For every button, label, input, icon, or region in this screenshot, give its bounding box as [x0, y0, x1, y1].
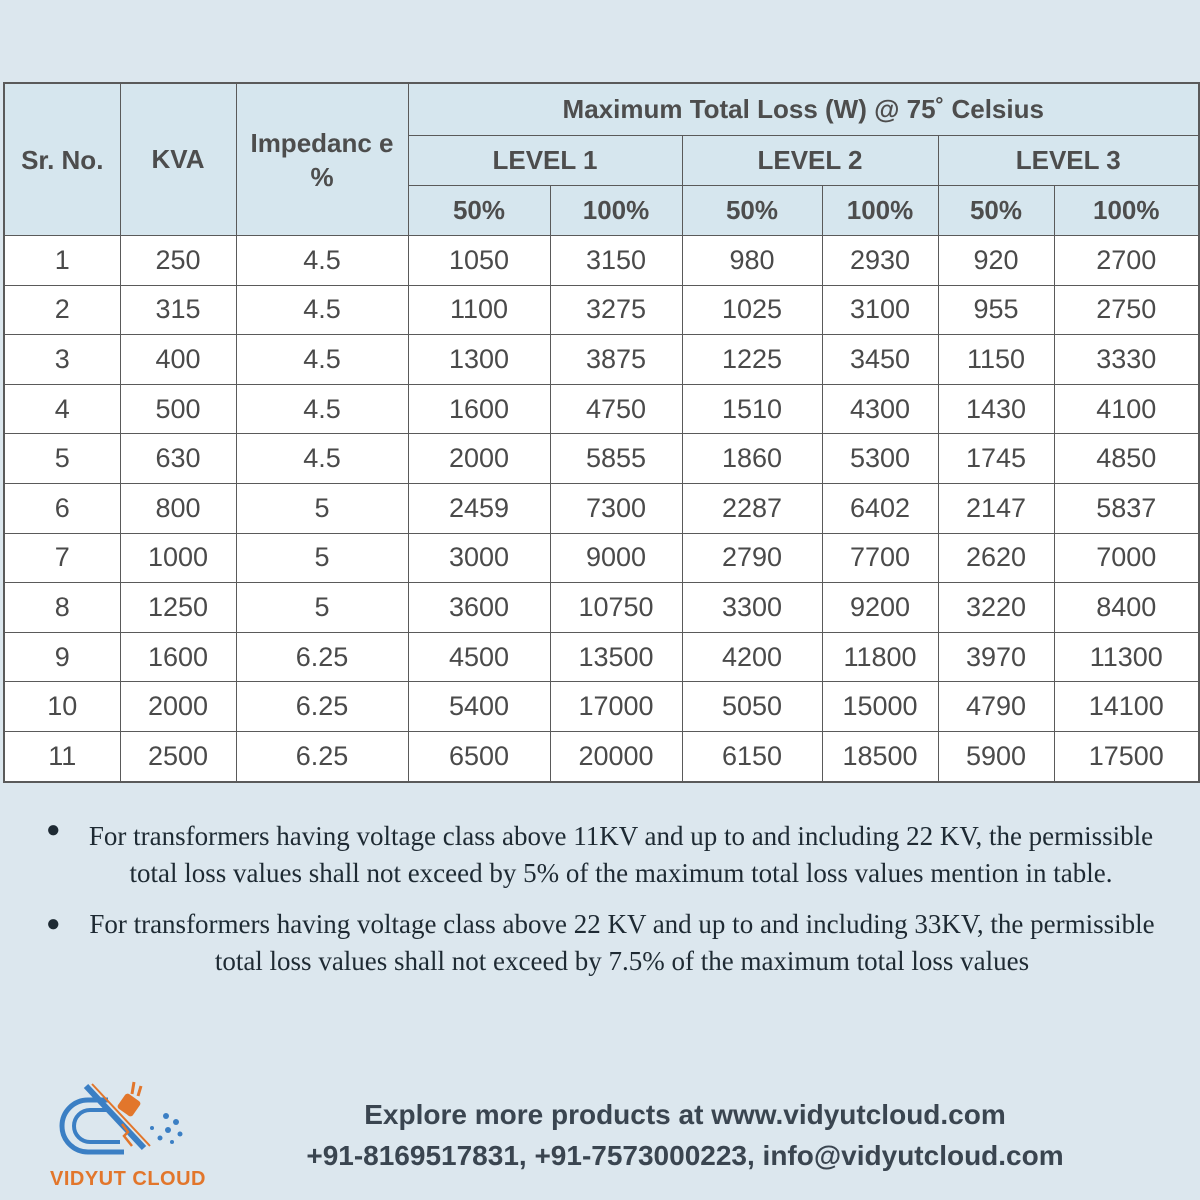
- header-level-3: LEVEL 3: [938, 136, 1199, 186]
- table-cell: 1430: [938, 384, 1054, 434]
- table-cell: 6150: [682, 731, 822, 781]
- table-cell: 2147: [938, 483, 1054, 533]
- table-cell: 3000: [408, 533, 550, 583]
- table-cell: 6500: [408, 731, 550, 781]
- note-text: For transformers having voltage class above 11KV and up to and including 22 KV, the permissible total loss values shall not exceed by 5% of the maximum total loss values mention in table.: [88, 821, 1154, 888]
- table-cell: 13500: [550, 632, 682, 682]
- header-level-3-50: 50%: [938, 186, 1054, 236]
- table-cell: 11: [4, 731, 120, 781]
- table-cell: 5: [4, 434, 120, 484]
- table-cell: 6.25: [236, 632, 408, 682]
- table-row: [4, 483, 1199, 533]
- table-row: [4, 533, 1199, 583]
- table-cell: 6: [4, 483, 120, 533]
- table-cell: 4200: [682, 632, 822, 682]
- table-cell: 1100: [408, 285, 550, 335]
- table-cell: 20000: [550, 731, 682, 781]
- header-max-loss-title: Maximum Total Loss (W) @ 75˚ Celsius: [408, 83, 1199, 136]
- table-cell: 980: [682, 236, 822, 286]
- bullet-icon: ●: [46, 817, 61, 843]
- header-level-1: LEVEL 1: [408, 136, 682, 186]
- table-cell: 7: [4, 533, 120, 583]
- table-cell: 4.5: [236, 384, 408, 434]
- table-row: [4, 434, 1199, 484]
- table-cell: 17000: [550, 682, 682, 732]
- table-cell: 400: [120, 335, 236, 385]
- table-body: [4, 236, 1199, 782]
- loss-table-container: [3, 82, 1198, 783]
- loss-table: [3, 82, 1200, 783]
- table-cell: 4100: [1054, 384, 1199, 434]
- table-cell: 15000: [822, 682, 938, 732]
- table-cell: 2620: [938, 533, 1054, 583]
- table-cell: 4.5: [236, 434, 408, 484]
- table-cell: 3100: [822, 285, 938, 335]
- table-cell: 1860: [682, 434, 822, 484]
- table-cell: 9: [4, 632, 120, 682]
- table-cell: 9000: [550, 533, 682, 583]
- header-level-2-50: 50%: [682, 186, 822, 236]
- table-cell: 14100: [1054, 682, 1199, 732]
- header-sr-no: Sr. No.: [4, 83, 120, 236]
- table-cell: 1745: [938, 434, 1054, 484]
- table-cell: 1: [4, 236, 120, 286]
- table-cell: 3600: [408, 583, 550, 633]
- table-row: [4, 384, 1199, 434]
- vidyut-cloud-logo: [46, 1078, 216, 1192]
- table-cell: 7300: [550, 483, 682, 533]
- table-cell: 2000: [408, 434, 550, 484]
- table-cell: 3220: [938, 583, 1054, 633]
- header-impedance: Impedanc e %: [236, 83, 408, 236]
- table-cell: 4750: [550, 384, 682, 434]
- table-cell: 2790: [682, 533, 822, 583]
- table-cell: 5050: [682, 682, 822, 732]
- note-item: [0, 812, 1200, 892]
- explore-link[interactable]: Explore more products at www.vidyutcloud.com: [364, 1099, 1006, 1130]
- table-cell: 4790: [938, 682, 1054, 732]
- table-cell: 2287: [682, 483, 822, 533]
- header-level-1-50: 50%: [408, 186, 550, 236]
- table-cell: 4300: [822, 384, 938, 434]
- table-cell: 9200: [822, 583, 938, 633]
- table-cell: 6.25: [236, 731, 408, 781]
- table-cell: 3300: [682, 583, 822, 633]
- table-cell: 5300: [822, 434, 938, 484]
- table-cell: 7700: [822, 533, 938, 583]
- table-cell: 8: [4, 583, 120, 633]
- header-level-2: LEVEL 2: [682, 136, 938, 186]
- table-cell: 3150: [550, 236, 682, 286]
- table-cell: 2000: [120, 682, 236, 732]
- contact-block: [230, 1094, 1140, 1176]
- table-cell: 17500: [1054, 731, 1199, 781]
- table-cell: 8400: [1054, 583, 1199, 633]
- brand-name: VIDYUT CLOUD: [50, 1168, 206, 1190]
- table-cell: 5: [236, 483, 408, 533]
- header-level-3-100: 100%: [1054, 186, 1199, 236]
- table-cell: 4.5: [236, 335, 408, 385]
- table-cell: 5855: [550, 434, 682, 484]
- table-cell: 5: [236, 533, 408, 583]
- table-cell: 11300: [1054, 632, 1199, 682]
- table-cell: 1025: [682, 285, 822, 335]
- table-cell: 5: [236, 583, 408, 633]
- table-cell: 6402: [822, 483, 938, 533]
- note-item: [0, 906, 1200, 980]
- table-cell: 18500: [822, 731, 938, 781]
- table-cell: 920: [938, 236, 1054, 286]
- table-cell: 3450: [822, 335, 938, 385]
- table-cell: 1600: [120, 632, 236, 682]
- table-cell: 3875: [550, 335, 682, 385]
- table-cell: 5900: [938, 731, 1054, 781]
- table-row: [4, 731, 1199, 781]
- table-cell: 4: [4, 384, 120, 434]
- table-row: [4, 335, 1199, 385]
- table-cell: 1600: [408, 384, 550, 434]
- table-cell: 2930: [822, 236, 938, 286]
- plug-logo-icon: [46, 1078, 216, 1168]
- table-cell: 2750: [1054, 285, 1199, 335]
- table-cell: 1225: [682, 335, 822, 385]
- table-row: [4, 285, 1199, 335]
- table-cell: 250: [120, 236, 236, 286]
- table-cell: 955: [938, 285, 1054, 335]
- table-row: [4, 682, 1199, 732]
- header-level-1-100: 100%: [550, 186, 682, 236]
- table-cell: 3330: [1054, 335, 1199, 385]
- header-level-2-100: 100%: [822, 186, 938, 236]
- table-cell: 10750: [550, 583, 682, 633]
- contact-details[interactable]: +91-8169517831, +91-7573000223, info@vidyutcloud.com: [306, 1140, 1064, 1171]
- notes-list: [0, 812, 1200, 980]
- table-cell: 2: [4, 285, 120, 335]
- table-cell: 4.5: [236, 285, 408, 335]
- table-row: [4, 632, 1199, 682]
- table-cell: 800: [120, 483, 236, 533]
- table-cell: 4.5: [236, 236, 408, 286]
- table-row: [4, 236, 1199, 286]
- table-cell: 11800: [822, 632, 938, 682]
- table-cell: 10: [4, 682, 120, 732]
- table-cell: 6.25: [236, 682, 408, 732]
- table-cell: 4500: [408, 632, 550, 682]
- table-cell: 5837: [1054, 483, 1199, 533]
- table-cell: 1000: [120, 533, 236, 583]
- table-cell: 5400: [408, 682, 550, 732]
- table-cell: 7000: [1054, 533, 1199, 583]
- table-cell: 3970: [938, 632, 1054, 682]
- table-cell: 630: [120, 434, 236, 484]
- table-cell: 1510: [682, 384, 822, 434]
- table-row: [4, 583, 1199, 633]
- table-cell: 315: [120, 285, 236, 335]
- header-kva: KVA: [120, 83, 236, 236]
- table-cell: 1300: [408, 335, 550, 385]
- note-text: For transformers having voltage class above 22 KV and up to and including 33KV, the permissible total loss values shall not exceed by 7.5% of the maximum total loss values: [89, 909, 1155, 976]
- table-cell: 1150: [938, 335, 1054, 385]
- table-cell: 3275: [550, 285, 682, 335]
- table-cell: 2700: [1054, 236, 1199, 286]
- table-cell: 2500: [120, 731, 236, 781]
- table-cell: 500: [120, 384, 236, 434]
- table-cell: 2459: [408, 483, 550, 533]
- bullet-icon: ●: [46, 911, 61, 937]
- table-cell: 4850: [1054, 434, 1199, 484]
- table-cell: 3: [4, 335, 120, 385]
- table-cell: 1050: [408, 236, 550, 286]
- table-cell: 1250: [120, 583, 236, 633]
